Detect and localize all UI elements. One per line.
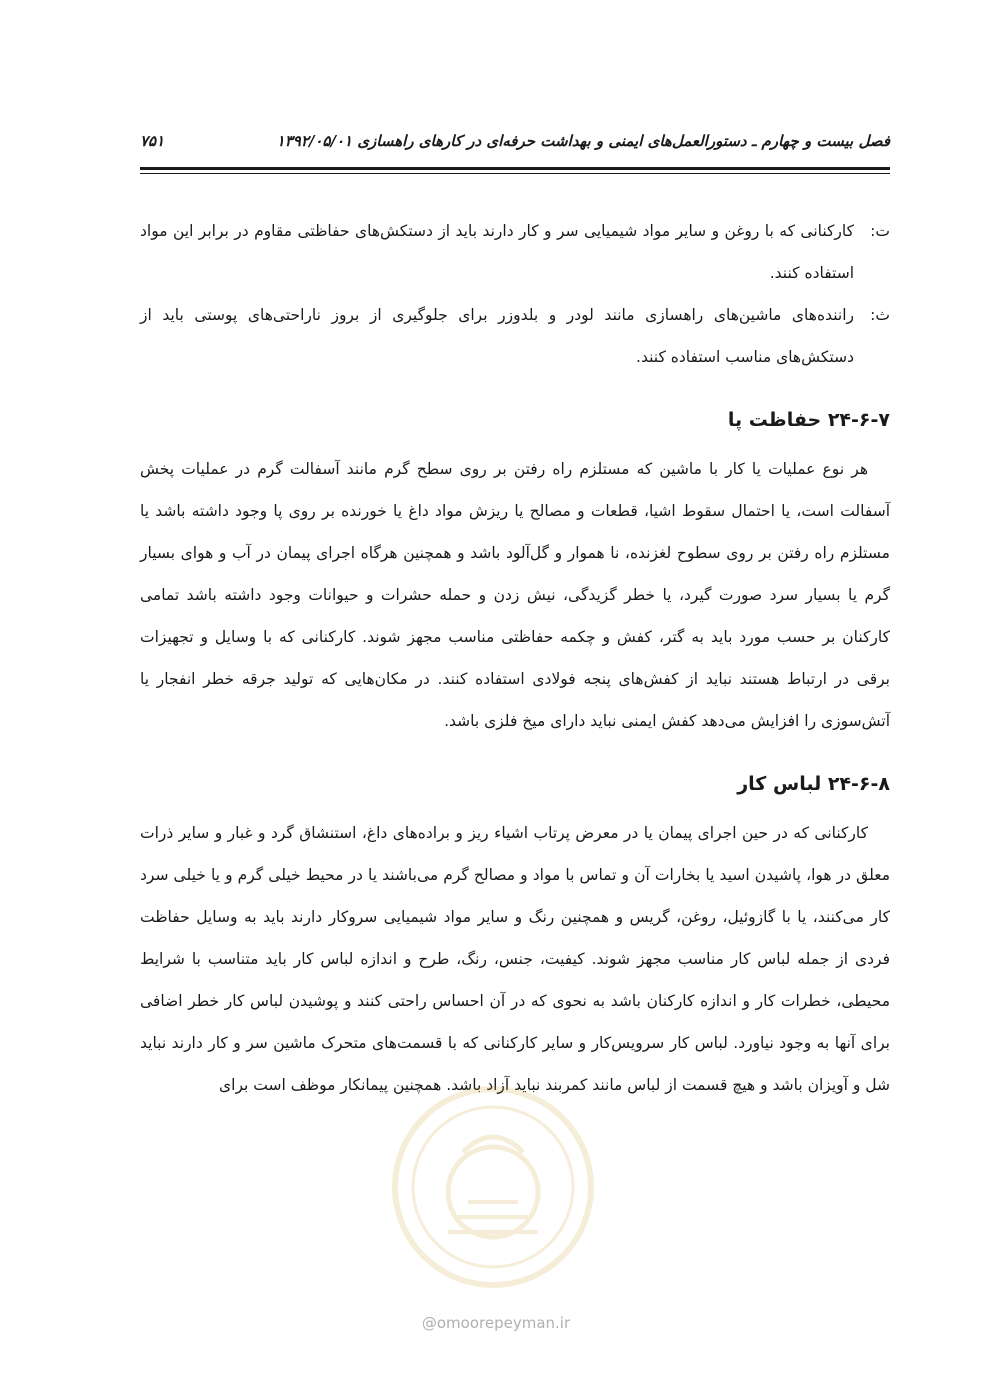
header-rule-thick [140,167,890,170]
list-item-text: کارکنانی که با روغن و سایر مواد شیمیایی سر و کار دارند باید از دستکش‌های حفاظتی مقاوم در برابر این مواد استفاده کنند. [140,222,854,282]
header-rule-thin [140,173,890,174]
section-paragraph: کارکنانی که در حین اجرای پیمان یا در معرض پرتاب اشیاء ریز و براده‌های داغ، استنشاق گرد و غبار و سایر ذرات معلق در هوا، پاشیدن اسید یا بخارات آن و تماس با مواد و مصالح گرم می‌باشند یا در محیط خیلی گرم و یا خیلی سرد کار می‌کنند، یا با گازوئیل، روغن، گریس و همچنین رنگ و سایر مواد شیمیایی سروکار دارند باید به وسایل حفاظت فردی از جمله لباس کار مناسب مجهز شوند. کیفیت، جنس، رنگ، طرح و اندازه لباس کار باید متناسب با شرایط محیطی، خطرات کار و اندازه کارکنان باشد به نحوی که در آن احساس راحتی کنند و پوشیدن لباس کار خطر اضافی برای آنها به وجود نیاورد. لباس کار سرویس‌کار و سایر کارکنانی که با قسمت‌های متحرک ماشین سر و کار دارند نباید شل و آویزان باشد و هیچ قسمت از لباس مانند کمربند نباید آزاد باشد. همچنین پیمانکار موظف است برای [140,824,890,1094]
list-marker: ث: [870,306,890,324]
list-marker: ت: [870,222,890,240]
page-header [140,126,890,156]
list-item-text: راننده‌های ماشین‌های راهسازی مانند لودر و بلدوزر برای جلوگیری از بروز ناراحتی‌های پوستی باید از دستکش‌های مناسب استفاده کنند. [140,306,854,366]
header-title: فصل بیست و چهارم ـ دستورالعمل‌های ایمنی و بهداشت حرفه‌ای در کارهای راهسازی ۱۳۹۲/۰۵/۰۱ [276,132,890,150]
section-paragraph: هر نوع عملیات یا کار با ماشین که مستلزم راه رفتن بر روی سطح گرم مانند آسفالت گرم در عملیات پخش آسفالت است، یا احتمال سقوط اشیا، قطعات و مصالح یا ریزش مواد داغ یا خورنده بر روی پا وجود داشته باشد یا مستلزم راه رفتن بر روی سطوح لغزنده، نا هموار و گل‌آلود باشد و همچنین هرگاه اجرای پیمان در آب و هوای بسیار گرم یا بسیار سرد صورت گیرد، یا خطر گزیدگی، نیش زدن و حمله حشرات و حیوانات وجود داشته باشد تمامی کارکنان بر حسب مورد باید به گتر، کفش و چکمه حفاظتی مناسب مجهز شوند. کارکنانی که با وسایل و تجهیزات برقی در ارتباط هستند نباید از کفش‌های پنجه فولادی استفاده کنند. در مکان‌هایی که تولید جرقه خطر انفجار یا آتش‌سوزی را افزایش می‌دهد کفش ایمنی نباید دارای میخ فلزی باشد. [140,460,890,730]
watermark-logo [388,1082,598,1292]
section-heading-foot-protection: ۲۴-۶-۷ حفاظت پا [727,409,890,431]
list-item [140,294,890,378]
page-number: ۷۵۱ [140,132,165,150]
list-item [140,210,890,294]
watermark-text: @omoorepeyman.ir [421,1314,571,1332]
section-heading-work-clothing: ۲۴-۶-۸ لباس کار [737,773,890,795]
page-body [140,210,890,1106]
